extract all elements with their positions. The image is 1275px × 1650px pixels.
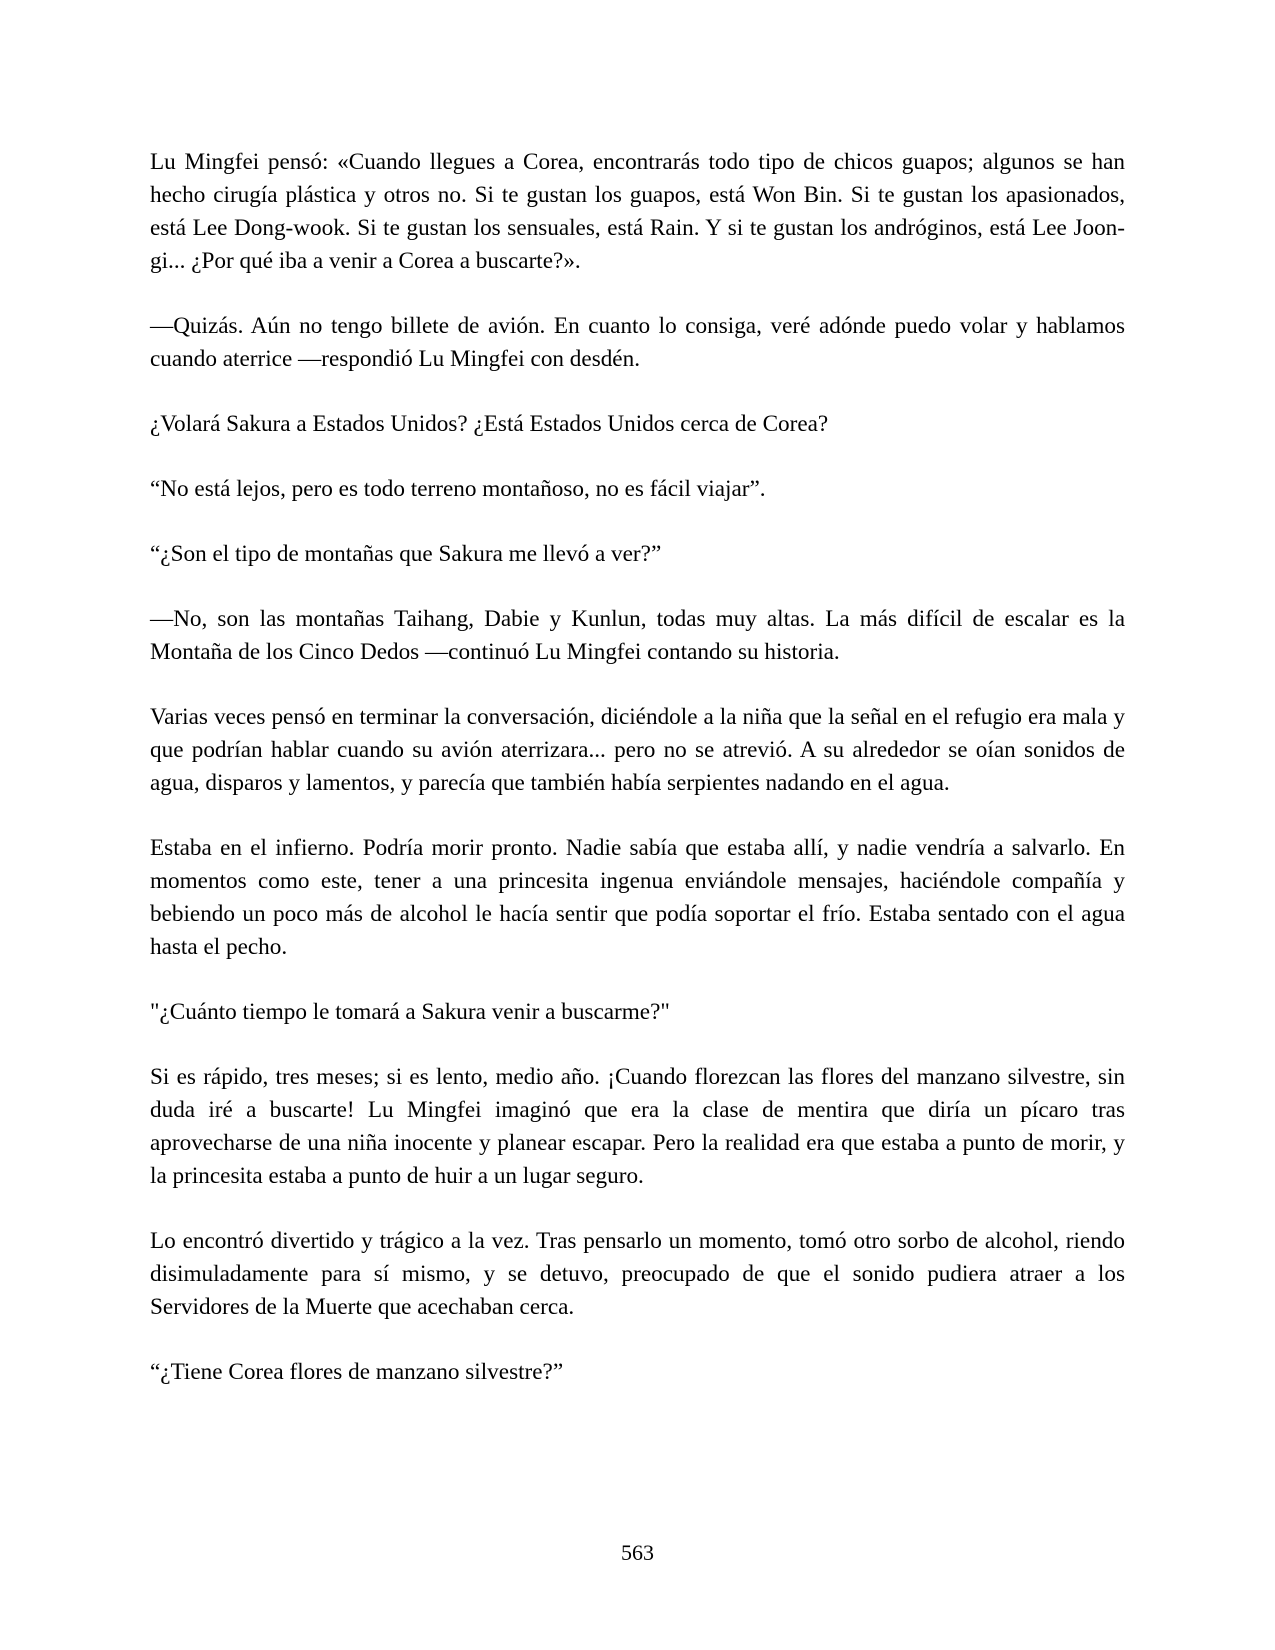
paragraph-2: —Quizás. Aún no tengo billete de avión. En cuanto lo consiga, veré adónde puedo volar y hablamos cuando aterrice —respondió Lu Mingfei con desdén.: [150, 313, 1125, 372]
paragraph-3: ¿Volará Sakura a Estados Unidos? ¿Está Estados Unidos cerca de Corea?: [150, 411, 829, 437]
paragraph-6: —No, son las montañas Taihang, Dabie y Kunlun, todas muy altas. La más difícil de escalar es la Montaña de los Cinco Dedos —continuó Lu Mingfei contando su historia.: [150, 606, 1125, 665]
paragraph-1: Lu Mingfei pensó: «Cuando llegues a Corea, encontrarás todo tipo de chicos guapos; algunos se han hecho cirugía plástica y otros no. Si te gustan los guapos, está Won Bin. Si te gustan los apasionados, está Lee Dong-wook. Si te gustan los sensuales, está Rain. Y si te gustan los andróginos, está Lee Joon-gi... ¿Por qué iba a venir a Corea a buscarte?».: [150, 149, 1125, 274]
paragraph-4: “No está lejos, pero es todo terreno montañoso, no es fácil viajar”.: [150, 476, 766, 502]
paragraph-12: “¿Tiene Corea flores de manzano silvestre?”: [150, 1359, 564, 1385]
page-number: 563: [621, 1540, 654, 1565]
paragraph-8: Estaba en el infierno. Podría morir pronto. Nadie sabía que estaba allí, y nadie vendría a salvarlo. En momentos como este, tener a una princesita ingenua enviándole mensajes, haciéndole compañía y bebiendo un poco más de alcohol le hacía sentir que podía soportar el frío. Estaba sentado con el agua hasta el pecho.: [150, 835, 1125, 960]
paragraph-7: Varias veces pensó en terminar la conversación, diciéndole a la niña que la señal en el refugio era mala y que podrían hablar cuando su avión aterrizara... pero no se atrevió. A su alrededor se oían sonidos de agua, disparos y lamentos, y parecía que también había serpientes nadando en el agua.: [150, 704, 1125, 796]
paragraph-5: “¿Son el tipo de montañas que Sakura me llevó a ver?”: [150, 541, 662, 567]
page-body: [150, 146, 1125, 1421]
paragraph-9: "¿Cuánto tiempo le tomará a Sakura venir a buscarme?": [150, 999, 670, 1025]
paragraph-11: Lo encontró divertido y trágico a la vez. Tras pensarlo un momento, tomó otro sorbo de alcohol, riendo disimuladamente para sí mismo, y se detuvo, preocupado de que el sonido pudiera atraer a los Servidores de la Muerte que acechaban cerca.: [150, 1228, 1125, 1320]
paragraph-10: Si es rápido, tres meses; si es lento, medio año. ¡Cuando florezcan las flores del manzano silvestre, sin duda iré a buscarte! Lu Mingfei imaginó que era la clase de mentira que diría un pícaro tras aprovecharse de una niña inocente y planear escapar. Pero la realidad era que estaba a punto de morir, y la princesita estaba a punto de huir a un lugar seguro.: [150, 1064, 1125, 1189]
